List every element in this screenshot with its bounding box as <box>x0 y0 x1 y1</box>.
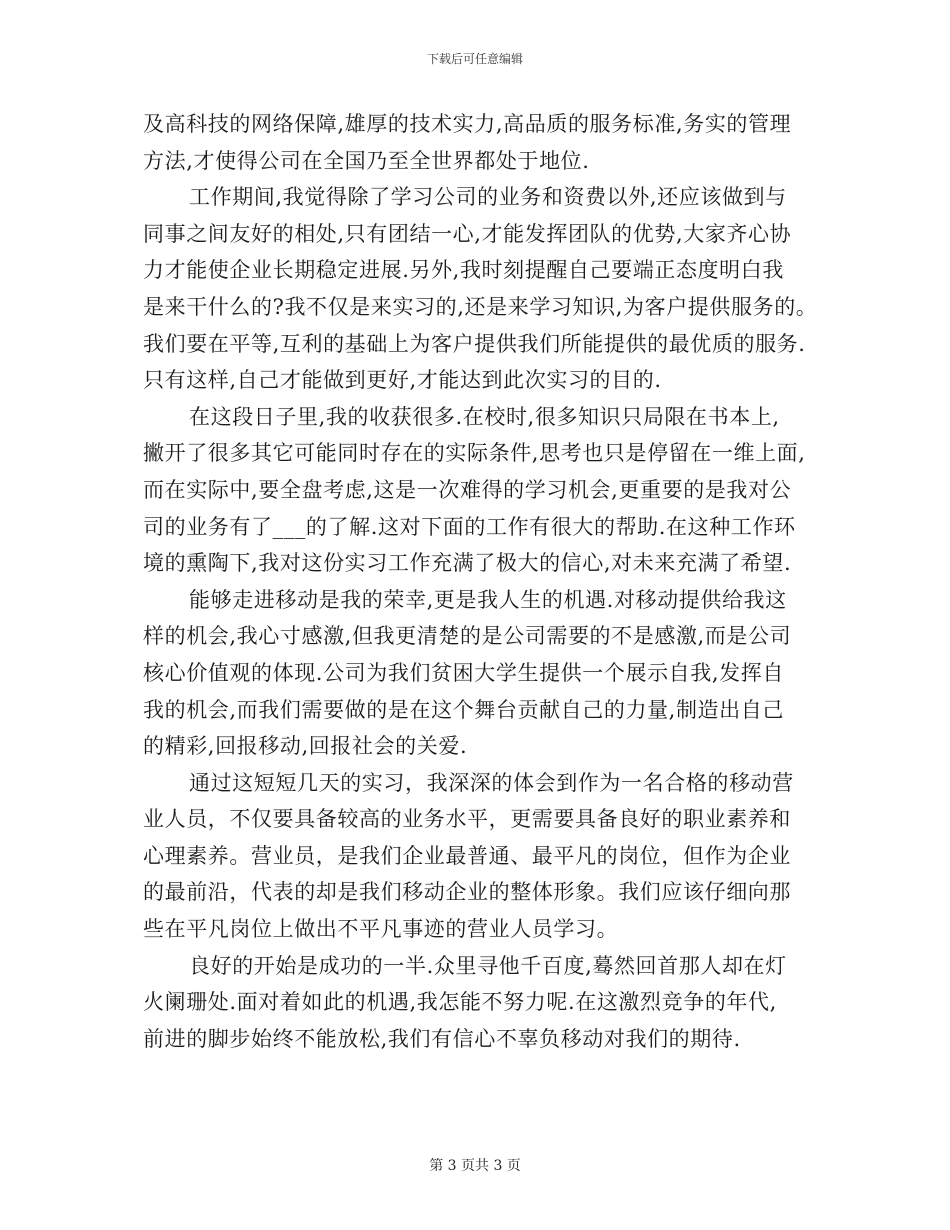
body-line: 核心价值观的体现.公司为我们贫困大学生提供一个展示自我,发挥自 <box>143 660 784 685</box>
body-line: 火阑珊处.面对着如此的机遇,我怎能不努力呢.在这激烈竞争的年代, <box>143 990 777 1015</box>
page-header: 下载后可任意编辑 <box>426 52 523 66</box>
body-line: 的精彩,回报移动,回报社会的关爱. <box>143 734 468 759</box>
body-line: 只有这样,自己才能做到更好,才能达到此次实习的目的. <box>143 368 662 393</box>
body-line: 心理素养。营业员，是我们企业最普通、最平凡的岗位，但作为企业 <box>143 843 791 868</box>
body-line: 是来干什么的?我不仅是来实习的,还是来学习知识,为客户提供服务的。 <box>143 294 818 319</box>
document-body <box>143 106 843 1057</box>
body-line: 我们要在平等,互利的基础上为客户提供我们所能提供的最优质的服务. <box>143 331 806 356</box>
paragraph-first-line: 通过这短短几天的实习，我深深的体会到作为一名合格的移动营 <box>189 770 794 795</box>
paragraph-first-line: 能够走进移动是我的荣幸,更是我人生的机遇.对移动提供给我这 <box>189 587 787 612</box>
body-line: 撇开了很多其它可能同时存在的实际条件,思考也只是停留在一维上面, <box>143 441 806 466</box>
body-line: 前进的脚步始终不能放松,我们有信心不辜负移动对我们的期待. <box>143 1026 741 1051</box>
body-line: 我的机会,而我们需要做的是在这个舞台贡献自己的力量,制造出自己 <box>143 697 784 722</box>
body-line: 力才能使企业长期稳定进展.另外,我时刻提醒自己要端正态度明白我 <box>143 258 784 283</box>
body-line: 的最前沿，代表的却是我们移动企业的整体形象。我们应该仔细向那 <box>143 880 791 905</box>
body-line: 样的机会,我心寸感激,但我更清楚的是公司需要的不是感激,而是公司 <box>143 624 792 649</box>
paragraph-first-line: 在这段日子里,我的收获很多.在校时,很多知识只局限在书本上, <box>189 404 780 429</box>
body-line: 业人员，不仅要具备较高的业务水平，更需要具备良好的职业素养和 <box>143 807 791 832</box>
body-line: 同事之间友好的相处,只有团结一心,才能发挥团队的优势,大家齐心协 <box>143 221 792 246</box>
page-footer: 第 3 页共 3 页 <box>429 1158 521 1174</box>
body-line: 司的业务有了___的了解.这对下面的工作有很大的帮助.在这种工作环 <box>143 514 796 539</box>
body-line: 些在平凡岗位上做出不平凡事迹的营业人员学习。 <box>143 917 619 942</box>
body-line: 及高科技的网络保障,雄厚的技术实力,高品质的服务标准,务实的管理 <box>143 112 792 136</box>
body-line: 而在实际中,要全盘考虑,这是一次难得的学习机会,更重要的是我对公 <box>143 477 792 502</box>
paragraph-first-line: 工作期间,我觉得除了学习公司的业务和资费以外,还应该做到与 <box>189 185 787 210</box>
body-line: 方法,才使得公司在全国乃至全世界都处于地位. <box>143 148 590 173</box>
body-line: 境的熏陶下,我对这份实习工作充满了极大的信心,对未来充满了希望. <box>143 551 792 576</box>
paragraph-first-line: 良好的开始是成功的一半.众里寻他千百度,蓦然回首那人却在灯 <box>189 953 787 978</box>
